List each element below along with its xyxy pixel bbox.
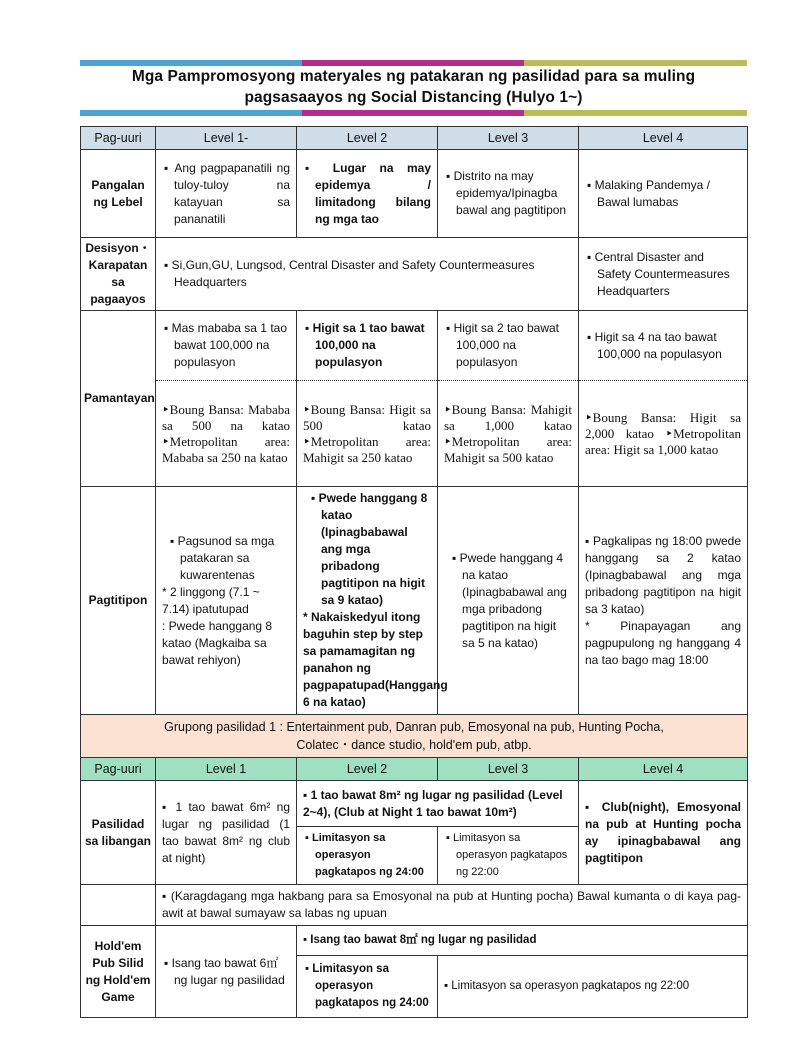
cell-holdem-l1: ▪ Isang tao bawat 6㎡ ng lugar ng pasilidad: [156, 926, 297, 1018]
cell-holdem-l3-4-op: ▪ Limitasyon sa operasyon pagkatapos ng 22:00: [438, 956, 748, 1018]
header2-level-2: Level 2: [297, 758, 438, 781]
bottom-color-bar: [80, 110, 747, 116]
cell-pagtitipon-l3: ▪ Pwede hanggang 4 na katao (Ipinagbabawal ang mga pribadong pagtitipon na higit sa 5 na katao): [438, 487, 579, 715]
cell-pasilidad-l3-op: ▪ Limitasyon sa operasyon pagkatapos ng 22:00: [438, 827, 579, 885]
row-group-banner: [81, 715, 748, 758]
cell-desisyon-l4: ▪ Central Disaster and Safety Countermeasures Headquarters: [579, 238, 748, 311]
cell-pamantayan-l1-bottom: ‣Boung Bansa: Mababa sa 500 na katao ‣Metropolitan area: Mababa sa 250 na katao: [156, 381, 297, 487]
cell-pagtitipon-l2: ▪ Pwede hanggang 8 katao (Ipinagbabawal ang mga pribadong pagtitipon na higit sa 9 katao) * Nakaiskedyul itong baguhin step by step sa pamamagitan ng panahon ng pagpapatupad(Hanggang 6 na katao): [297, 487, 438, 715]
cell-pamantayan-l2-top: ▪ Higit sa 1 tao bawat 100,000 na populasyon: [297, 311, 438, 381]
cell-holdem-l2-4: ▪ Isang tao bawat 8㎡ ng lugar ng pasilidad: [297, 926, 748, 956]
cell-holdem-l2-op: ▪ Limitasyon sa operasyon pagkatapos ng 24:00: [297, 956, 438, 1018]
cell-pamantayan-l3-top: ▪ Higit sa 2 tao bawat 100,000 na populasyon: [438, 311, 579, 381]
header-level-4: Level 4: [579, 127, 748, 150]
cell-pamantayan-l2-bottom: ‣Boung Bansa: Higit sa 500 katao ‣Metropolitan area: Mahigit sa 250 katao: [297, 381, 438, 487]
category-holdem: Hold'em Pub Silid ng Hold'em Game: [81, 926, 156, 1018]
header2-level-1: Level 1: [156, 758, 297, 781]
cell-pasilidad-l1: ▪ 1 tao bawat 6m² ng lugar ng pasilidad (1 tao bawat 8m² ng club at night): [156, 781, 297, 885]
title-line-2: pagsasaayos ng Social Distancing (Hulyo 1~): [244, 89, 583, 106]
cell-pasilidad-l2-op: ▪ Limitasyon sa operasyon pagkatapos ng 24:00: [297, 827, 438, 885]
row-desisyon: [81, 238, 748, 311]
cell-pamantayan-l3-bottom: ‣Boung Bansa: Mahigit sa 1,000 katao ‣Metropolitan area: Mahigit sa 500 katao: [438, 381, 579, 487]
category-pagtitipon: Pagtitipon: [81, 487, 156, 715]
cell-pangalan-l2: ▪ Lugar na may epidemya / limitadong bilang ng mga tao: [297, 150, 438, 238]
cell-pasilidad-note: ▪ (Karagdagang mga hakbang para sa Emosyonal na pub at Hunting pocha) Bawal kumanta o di kaya pag-awit at bawal sumayaw sa labas ng upuan: [156, 885, 748, 926]
header2-level-4: Level 4: [579, 758, 748, 781]
row-pamantayan-top: [81, 311, 748, 381]
header-category: Pag-uuri: [81, 127, 156, 150]
category-pasilidad-spacer: [81, 885, 156, 926]
cell-pangalan-l3: ▪ Distrito na may epidemya/Ipinagba bawal ang pagtitipon: [438, 150, 579, 238]
table2-header-row: [81, 758, 748, 781]
category-pangalan: Pangalan ng Lebel: [81, 150, 156, 238]
group-banner: Grupong pasilidad 1 : Entertainment pub, Danran pub, Emosyonal na pub, Hunting Pocha, Colatec・dance studio, hold'em pub, atbp.: [81, 715, 748, 758]
row-pamantayan-bottom: [81, 381, 748, 487]
level-table: [80, 126, 748, 1018]
cell-pamantayan-l4-top: ▪ Higit sa 4 na tao bawat 100,000 na populasyon: [579, 311, 748, 381]
row-pangalan: [81, 150, 748, 238]
page-title: [80, 66, 747, 108]
cell-pasilidad-l4: ▪ Club(night), Emosyonal na pub at Hunting pocha ay ipinagbabawal ang pagtitipon: [579, 781, 748, 885]
header-level-2: Level 2: [297, 127, 438, 150]
row-holdem-a: [81, 926, 748, 956]
cell-pamantayan-l1-top: ▪ Mas mababa sa 1 tao bawat 100,000 na populasyon: [156, 311, 297, 381]
cell-pasilidad-l2-3: ▪ 1 tao bawat 8m² ng lugar ng pasilidad (Level 2~4), (Club at Night 1 tao bawat 10m²): [297, 781, 579, 827]
cell-pagtitipon-l4: ▪ Pagkalipas ng 18:00 pwede hanggang sa 2 katao (Ipinagbabawal ang mga pribadong pagtitipon na higit sa 3 katao) * Pinapayagan ang pagpupulong ng hanggang 4 na tao bago mag 18:00: [579, 487, 748, 715]
header-level-1: Level 1-: [156, 127, 297, 150]
header-level-3: Level 3: [438, 127, 579, 150]
title-line-1: Mga Pampromosyong materyales ng patakaran ng pasilidad para sa muling: [131, 68, 696, 85]
cell-pangalan-l1: ▪ Ang pagpapanatili ng tuloy-tuloy na katayuan sa pananatili: [156, 150, 297, 238]
color-segment-olive: [524, 110, 747, 116]
header2-level-3: Level 3: [438, 758, 579, 781]
cell-desisyon-l1-3: ▪ Si,Gun,GU, Lungsod, Central Disaster and Safety Countermeasures Headquarters: [156, 238, 579, 311]
category-desisyon: Desisyon・ Karapatan sa pagaayos: [81, 238, 156, 311]
cell-pamantayan-l4-bottom: ‣Boung Bansa: Higit sa 2,000 katao ‣Metropolitan area: Higit sa 1,000 katao: [579, 381, 748, 487]
header2-category: Pag-uuri: [81, 758, 156, 781]
cell-pangalan-l4: ▪ Malaking Pandemya / Bawal lumabas: [579, 150, 748, 238]
color-segment-blue: [80, 110, 302, 116]
color-segment-magenta: [302, 110, 524, 116]
row-pagtitipon: [81, 487, 748, 715]
row-pasilidad-note: [81, 885, 748, 926]
table-header-row: [81, 127, 748, 150]
cell-pagtitipon-l1: ▪ Pagsunod sa mga patakaran sa kuwarentenas * 2 linggong (7.1 ~ 7.14) ipatutupad : Pwede hanggang 8 katao (Magkaiba sa bawat rehiyon): [156, 487, 297, 715]
row-pasilidad-a: [81, 781, 748, 827]
category-pasilidad: Pasilidad sa libangan: [81, 781, 156, 885]
category-pamantayan: Pamantayan: [81, 311, 156, 487]
